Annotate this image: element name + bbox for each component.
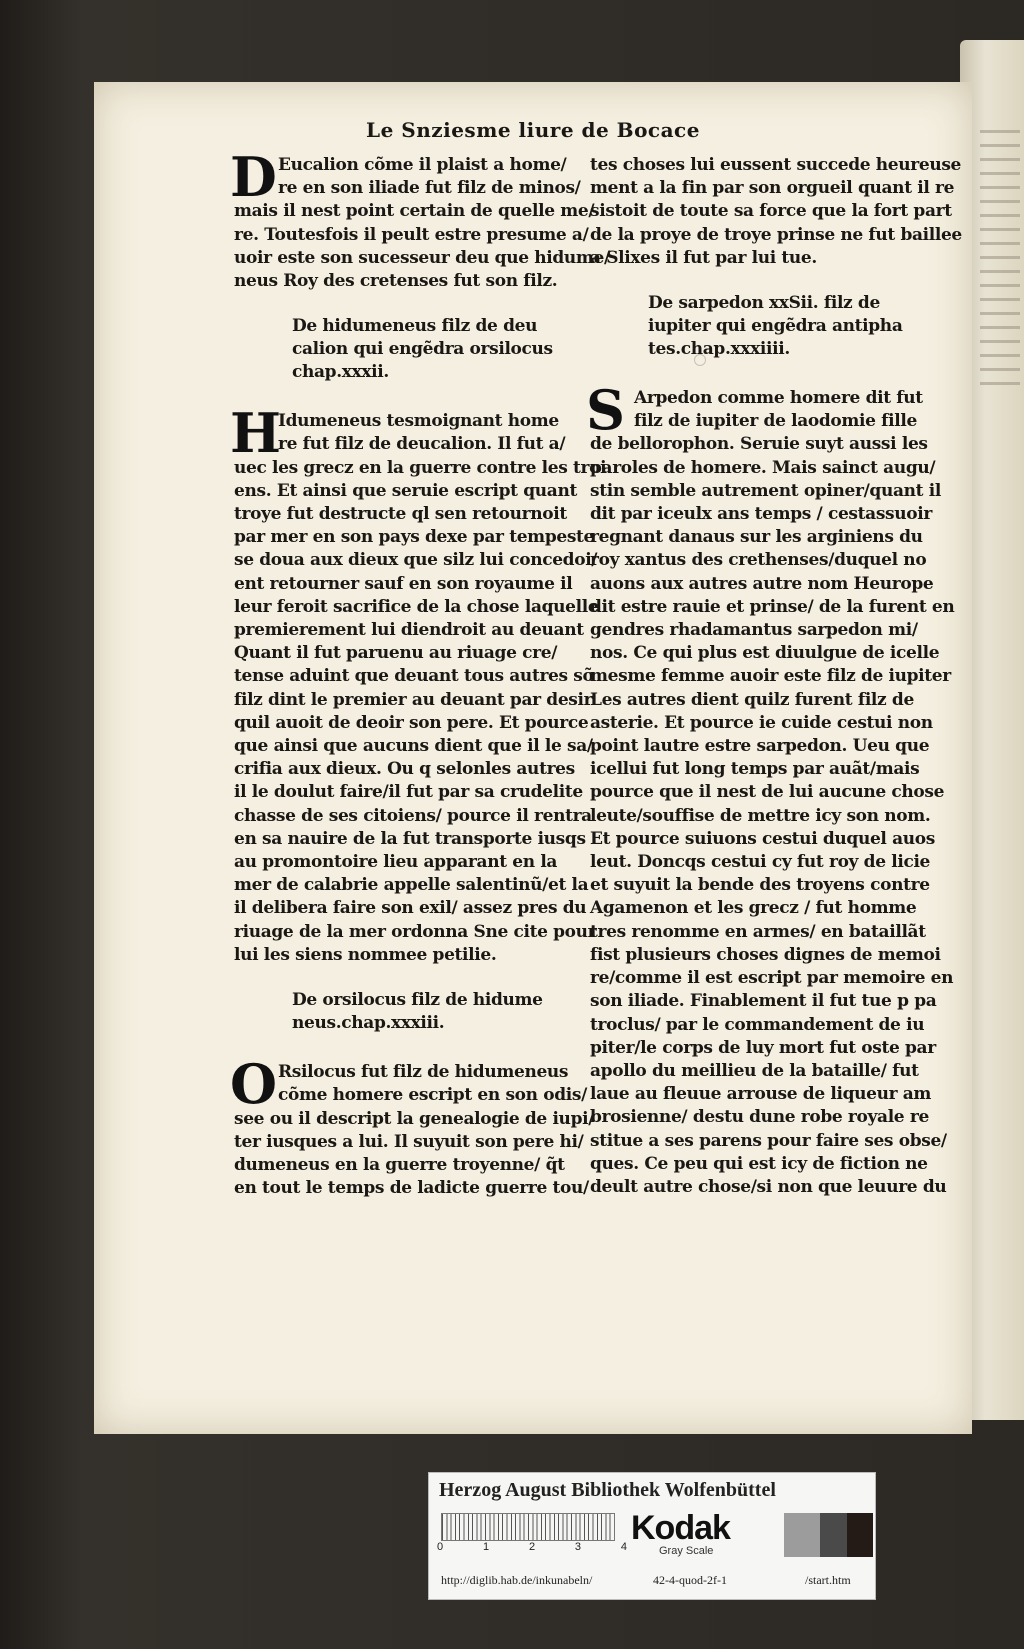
text-line: uoir este son sucesseur deu que hidume/: [234, 247, 610, 268]
text-line: filz dint le premier au deuant par desir: [234, 689, 593, 710]
text-line: re/comme il est escript par memoire en: [590, 968, 954, 989]
ruler-number: 2: [528, 1541, 536, 1553]
text-line: iupiter qui engẽdra antipha: [648, 316, 903, 337]
drop-initial: H: [230, 401, 282, 466]
text-line: neus.chap.xxxiii.: [292, 1013, 445, 1034]
text-line: Quant il fut paruenu au riuage cre/: [234, 643, 558, 664]
text-line: Agamenon et les grecz / fut homme: [590, 898, 917, 919]
text-line: stitue a ses parens pour faire ses obse/: [590, 1130, 947, 1151]
text-line: ens. Et ainsi que seruie escript quant: [234, 480, 577, 501]
text-line: auons aux autres autre nom Heurope: [590, 573, 934, 594]
text-line: De hidumeneus filz de deu: [292, 316, 538, 337]
text-line: se doua aux dieux que silz lui concedoi/: [234, 550, 598, 571]
initial-paragraph: [234, 410, 607, 967]
text-line: cõme homere escript en son odis/: [278, 1085, 587, 1106]
text-line: uec les grecz en la guerre contre les troi: [234, 457, 607, 478]
shelfmark: 42-4-quod-2f-1: [653, 1573, 727, 1587]
text-line: brosienne/ destu dune robe royale re: [590, 1107, 929, 1128]
text-line: dumeneus en la guerre troyenne/ q̃t: [234, 1154, 565, 1175]
institution-label: Herzog August Bibliothek Wolfenbüttel: [439, 1479, 776, 1501]
ink-mark: [694, 354, 706, 366]
start-page-label: /start.htm: [805, 1573, 851, 1587]
text-line: il delibera faire son exil/ assez pres du: [234, 898, 587, 919]
text-line: re. Toutesfois il peult estre presume a/: [234, 224, 589, 245]
text-line: en tout le temps de ladicte guerre tou/: [234, 1178, 589, 1199]
text-line: leut. Doncqs cestui cy fut roy de licie: [590, 852, 931, 873]
text-line: a Slixes il fut par lui tue.: [590, 247, 817, 268]
text-line: filz de iupiter de laodomie fille: [634, 411, 917, 432]
text-paragraph: [590, 154, 962, 270]
chapter-heading: [234, 989, 574, 1035]
text-line: Et pource suiuons cestui duquel auos: [590, 828, 935, 849]
text-paragraph: [230, 401, 607, 967]
text-line: stin semble autrement opiner/quant il: [590, 480, 941, 501]
ruler-number: 0: [437, 1541, 444, 1553]
text-line: de bellorophon. Seruie suyt aussi les: [590, 434, 928, 455]
text-line: Rsilocus fut filz de hidumeneus: [278, 1062, 569, 1083]
text-line: que ainsi que aucuns dient que il le sa/: [234, 736, 593, 757]
text-line: icellui fut long temps par auãt/mais: [590, 759, 920, 780]
chapter-heading: [590, 292, 930, 361]
text-line: ter iusques a lui. Il suyuit son pere hi/: [234, 1131, 584, 1152]
text-line: de la proye de troye prinse ne fut baillee: [590, 224, 962, 245]
drop-initial: D: [230, 145, 277, 209]
source-url: http://diglib.hab.de/inkunabeln/: [441, 1573, 593, 1587]
text-line: ent retourner sauf en son royaume il: [234, 573, 573, 594]
text-line: asterie. Et pource ie cuide cestui non: [590, 712, 933, 733]
text-line: Eucalion cõme il plaist a home/: [278, 155, 567, 175]
left-column: [230, 145, 610, 1212]
running-head: Le Snziesme liure de Bocace: [366, 118, 700, 142]
gray-swatch-light: [784, 1513, 820, 1557]
text-line: dit par iceulx ans temps / cestassuoir: [590, 504, 932, 525]
text-line: apollo du meillieu de la bataille/ fut: [590, 1060, 919, 1081]
text-line: pource que il nest de lui aucune chose: [590, 782, 945, 803]
text-line: mais il nest point certain de quelle me/: [234, 201, 595, 222]
text-line: mesme femme auoir este filz de iupiter: [590, 666, 951, 687]
text-line: deult autre chose/si non que leuure du: [590, 1176, 947, 1197]
initial-paragraph: [234, 154, 610, 293]
text-line: leute/souffise de mettre icy son nom.: [590, 805, 931, 826]
kodak-logo: Kodak: [631, 1509, 730, 1547]
text-line: tres renomme en armes/ en bataillãt: [590, 921, 926, 942]
text-line: ment a la fin par son orgueil quant il re: [590, 178, 955, 199]
text-paragraph: [230, 145, 610, 293]
drop-initial: S: [586, 378, 625, 443]
ruler-number: 1: [482, 1541, 490, 1553]
right-column: [586, 154, 962, 1211]
text-line: au promontoire lieu apparant en la: [234, 852, 558, 873]
text-line: mer de calabrie appelle salentinũ/et la: [234, 875, 589, 896]
text-line: ques. Ce peu qui est icy de fiction ne: [590, 1153, 928, 1174]
text-line: re en son iliade fut filz de minos/: [278, 178, 581, 199]
text-line: chasse de ses citoiens/ pource il rentra: [234, 805, 592, 826]
book-page: [94, 82, 972, 1434]
ruler-number: 4: [620, 1541, 627, 1553]
text-line: son iliade. Finablement il fut tue p pa: [590, 991, 937, 1012]
text-line: crifia aux dieux. Ou q selonles autres: [234, 759, 575, 780]
text-line: lui les siens nommee petilie.: [234, 944, 497, 965]
text-line: sistoit de toute sa force que la fort part: [590, 201, 952, 222]
text-line: see ou il descript la genealogie de iupi/: [234, 1108, 595, 1129]
text-line: gendres rhadamantus sarpedon mi/: [590, 620, 918, 641]
gray-scale-label: Gray Scale: [659, 1545, 714, 1557]
text-line: tes.chap.xxxiiii.: [648, 339, 790, 360]
text-line: tes choses lui eussent succede heureuse: [590, 155, 962, 175]
text-paragraph: [586, 378, 955, 1199]
drop-initial: O: [230, 1052, 278, 1117]
text-line: par mer en son pays dexe par tempeste: [234, 527, 595, 548]
initial-paragraph: [590, 387, 955, 1199]
text-line: nos. Ce qui plus est diuulgue de icelle: [590, 643, 940, 664]
text-paragraph: [230, 1052, 595, 1200]
gray-swatch-black: [847, 1513, 873, 1557]
text-line: il le doulut faire/il fut par sa crudelite: [234, 782, 583, 803]
text-line: Idumeneus tesmoignant home: [278, 411, 559, 432]
ruler-numbers: [437, 1541, 627, 1553]
text-line: De sarpedon xxSii. filz de: [648, 293, 880, 314]
adjacent-page-text: [980, 130, 1020, 390]
text-line: leur feroit sacrifice de la chose laquelle: [234, 596, 599, 617]
initial-paragraph: [234, 1061, 595, 1200]
text-line: tense aduint que deuant tous autres sõ: [234, 666, 594, 687]
text-line: De orsilocus filz de hidume: [292, 990, 543, 1011]
text-line: point lautre estre sarpedon. Ueu que: [590, 736, 930, 757]
color-target-card: [428, 1472, 876, 1600]
text-line: et suyuit la bende des troyens contre: [590, 875, 930, 896]
ruler-scale: [441, 1513, 615, 1541]
text-line: regnant danaus sur les arginiens du: [590, 527, 923, 548]
text-line: paroles de homere. Mais sainct augu/: [590, 457, 936, 478]
text-line: roy xantus des crethenses/duquel no: [590, 550, 927, 571]
text-line: calion qui engẽdra orsilocus: [292, 339, 553, 360]
text-line: en sa nauire de la fut transporte iusqs: [234, 828, 586, 849]
text-line: Arpedon comme homere dit fut: [634, 388, 923, 409]
text-line: fist plusieurs choses dignes de memoi: [590, 944, 941, 965]
text-line: dit estre rauie et prinse/ de la furent en: [590, 596, 955, 617]
text-line: neus Roy des cretenses fut son filz.: [234, 271, 558, 292]
chapter-heading: [234, 315, 574, 384]
text-line: re fut filz de deucalion. Il fut a/: [278, 434, 566, 455]
text-line: premierement lui diendroit au deuant: [234, 620, 584, 641]
ruler-number: 3: [574, 1541, 582, 1553]
text-line: piter/le corps de luy mort fut oste par: [590, 1037, 936, 1058]
text-line: quil auoit de deoir son pere. Et pource: [234, 712, 589, 733]
text-line: chap.xxxii.: [292, 362, 389, 383]
text-line: troye fut destructe ql sen retournoit: [234, 504, 567, 525]
text-line: laue au fleuue arrouse de liqueur am: [590, 1084, 932, 1105]
text-line: Les autres dient quilz furent filz de: [590, 689, 914, 710]
text-line: riuage de la mer ordonna Sne cite pour: [234, 921, 597, 942]
text-line: troclus/ par le commandement de iu: [590, 1014, 925, 1035]
